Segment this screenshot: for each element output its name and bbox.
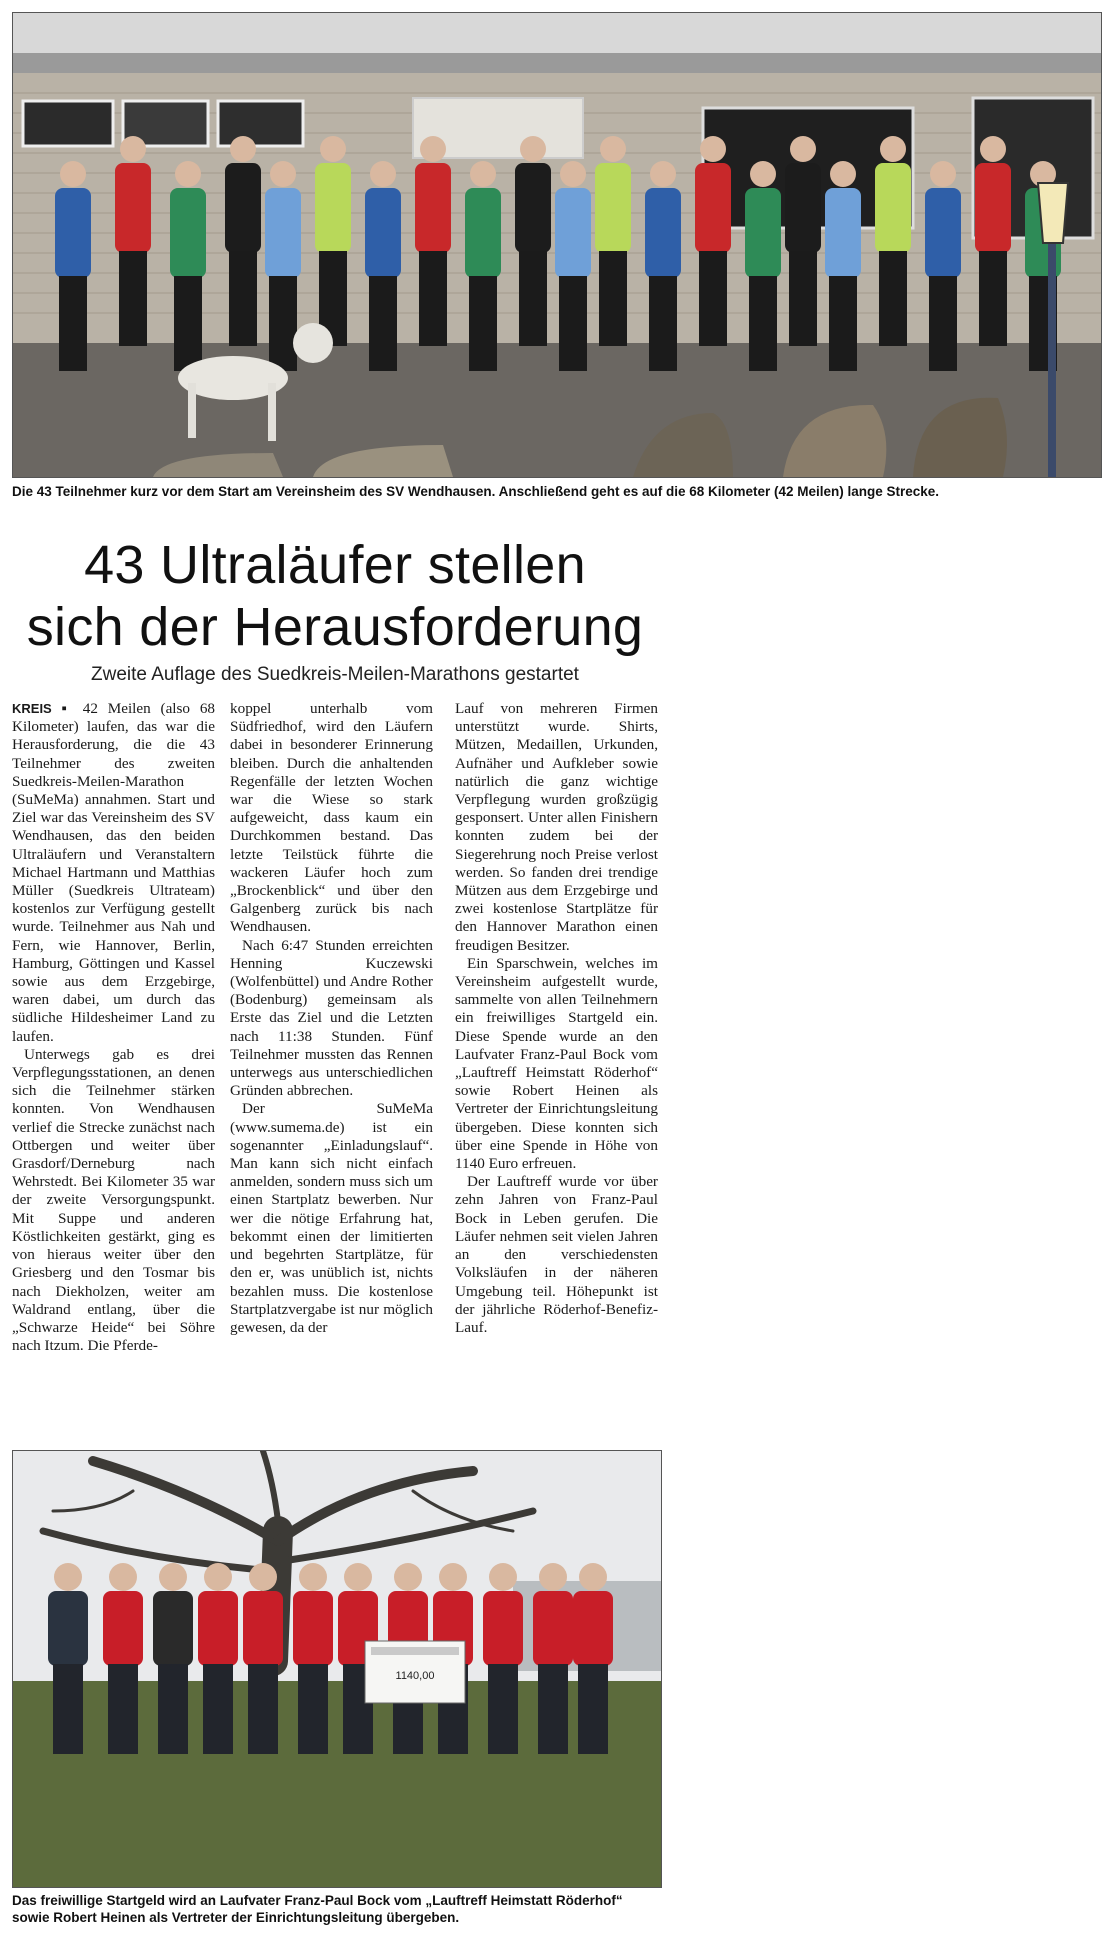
person-legs: [578, 1664, 608, 1754]
runner-legs: [269, 276, 297, 371]
runner-figure: [555, 188, 591, 278]
runner-head: [750, 161, 776, 187]
runner-head: [230, 136, 256, 162]
runner-legs: [699, 251, 727, 346]
runner-figure: [745, 188, 781, 278]
runner-head: [930, 161, 956, 187]
person-legs: [158, 1664, 188, 1754]
runner-legs: [174, 276, 202, 371]
person-figure: [48, 1591, 88, 1666]
runner-legs: [519, 251, 547, 346]
runner-head: [120, 136, 146, 162]
person-head: [159, 1563, 187, 1591]
article-column-1: [12, 700, 215, 1355]
runner-figure: [365, 188, 401, 278]
paragraph: koppel unterhalb vom Südfriedhof, wird den Läufern dabei in besonderer Erinnerung bleiben. Durch die anhaltenden Regenfälle der letzten Wochen war die Wiese so stark aufgeweicht, dass kaum ein Durchkommen bestand. Das letzte Teilstück führte die wackeren Läufer hoch zum „Brockenblick“ und über den Galgenberg zurück bis nach Wendhausen.: [230, 700, 433, 936]
runner-legs: [879, 251, 907, 346]
top-photo: [12, 12, 1102, 478]
runner-legs: [119, 251, 147, 346]
runner-figure: [825, 188, 861, 278]
runner-head: [175, 161, 201, 187]
runner-figure: [595, 163, 631, 253]
paragraph: Ein Sparschwein, welches im Vereinsheim aufgestellt wurde, sammelte von allen Teilnehmern ein freiwilliges Startgeld ein. Diese Spende wurde an den Laufvater Franz-Paul Bock vom „Lauftreff Heimstatt Röderhof“ sowie Robert Heinen als Vertreter der Einrichtungsleitung übergeben. Diese konnten sich über eine Spende in Höhe von 1140 Euro erfreuen.: [455, 954, 658, 1173]
runner-head: [370, 161, 396, 187]
runner-figure: [415, 163, 451, 253]
runner-legs: [599, 251, 627, 346]
person-head: [439, 1563, 467, 1591]
runner-head: [470, 161, 496, 187]
person-head: [204, 1563, 232, 1591]
headline-line-1: 43 Ultraläufer stellen: [84, 535, 586, 595]
runner-legs: [419, 251, 447, 346]
runner-figure: [465, 188, 501, 278]
person-head: [489, 1563, 517, 1591]
runner-head: [700, 136, 726, 162]
person-figure: [103, 1591, 143, 1666]
person-figure: [153, 1591, 193, 1666]
runner-figure: [225, 163, 261, 253]
person-legs: [488, 1664, 518, 1754]
runner-legs: [979, 251, 1007, 346]
runner-figure: [695, 163, 731, 253]
paragraph: Der SuMeMa (www.sumema.de) ist ein sogenannter „Einladungslauf“. Man kann sich nicht einfach anmelden, sondern muss sich um einen Startplatz bewerben. Nur wer die nötige Erfahrung hat, bekommt einen der limitierten und begehrten Startplätze, für den er, was unüblich ist, nichts bezahlen muss. Die kostenlose Startplatzvergabe ist nur möglich gewesen, da der: [230, 1100, 433, 1336]
runner-legs: [369, 276, 397, 371]
runner-figure: [785, 163, 821, 253]
runner-legs: [229, 251, 257, 346]
runner-figure: [265, 188, 301, 278]
article-column-3: [455, 700, 658, 1337]
subheadline: Zweite Auflage des Suedkreis-Meilen-Marathons gestartet: [91, 664, 579, 685]
runner-legs: [469, 276, 497, 371]
group-photo-runners-image: [13, 13, 1101, 477]
runner-legs: [559, 276, 587, 371]
runner-figure: [875, 163, 911, 253]
paragraph: Der Lauftreff wurde vor über zehn Jahren von Franz-Paul Bock in Leben gerufen. Die Läufer nehmen seit vielen Jahren an den verschiedensten Volksläufen in der näheren Umgebung teil. Höhepunkt ist der jährliche Röderhof-Benefiz-Lauf.: [455, 1173, 658, 1336]
runner-legs: [829, 276, 857, 371]
person-legs: [298, 1664, 328, 1754]
person-legs: [108, 1664, 138, 1754]
person-figure: [573, 1591, 613, 1666]
runner-legs: [649, 276, 677, 371]
runner-figure: [925, 188, 961, 278]
runner-figure: [645, 188, 681, 278]
runner-legs: [59, 276, 87, 371]
paragraph: [12, 700, 215, 1046]
runner-head: [830, 161, 856, 187]
kicker-location: KREIS: [12, 701, 52, 716]
check-amount: 1140,00: [395, 1670, 435, 1682]
runner-head: [600, 136, 626, 162]
runner-figure: [115, 163, 151, 253]
headline-line-2: sich der Herausforderung: [26, 597, 644, 657]
runner-head: [60, 161, 86, 187]
person-head: [249, 1563, 277, 1591]
paragraph-text: 42 Meilen (also 68 Kilometer) laufen, das war die Herausforderung, die die 43 Teilnehmer des zweiten Suedkreis-Meilen-Marathon (SuMeMa) annahmen. Start und Ziel war das Vereinsheim des SV Wendhausen, das den beiden Ultraläufern und Veranstaltern Michael Hartmann und Matthias Müller (Suedkreis Ultrateam) kostenlos zur Verfügung gestellt wurde. Teilnehmer aus Nah und Fern, wie Hannover, Berlin, Hamburg, Göttingen und Kassel sowie aus dem Erzgebirge, waren dabei, um durch das südliche Hildesheimer Land zu laufen.: [12, 700, 216, 1045]
runner-legs: [749, 276, 777, 371]
runner-head: [420, 136, 446, 162]
person-figure: [198, 1591, 238, 1666]
bottom-photo-caption-line-2: sowie Robert Heinen als Vertreter der Einrichtungsleitung übergeben.: [12, 1910, 460, 1925]
paragraph: Lauf von mehreren Firmen unterstützt wurde. Shirts, Mützen, Medaillen, Urkunden, Aufnäher und Aufkleber sowie natürlich die ganz wichtige Verpflegung wurden großzügig gesponsert. Unter allen Finishern konnten zudem bei der Siegerehrung noch Preise verlost werden. So fanden drei trendige Mützen aus dem Erzgebirge und zwei kostenlose Startplätze für den Hannover Marathon einen freudigen Besitzer.: [455, 700, 658, 954]
person-figure: [533, 1591, 573, 1666]
person-figure: [483, 1591, 523, 1666]
paragraph: Unterwegs gab es drei Verpflegungsstationen, an denen sich die Teilnehmer stärken konnten. Von Wendhausen verlief die Strecke zunächst nach Ottbergen und weiter über Grasdorf/Derneburg nach Wehrstedt. Bei Kilometer 35 war der zweite Versorgungspunkt. Mit Suppe und anderen Köstlichkeiten gestärkt, ging es von hieraus weiter über den Griesberg und den Tosmar bis nach Diekholzen, weiter am Waldrand entlang, über die „Schwarze Heide“ bei Söhre nach Itzum. Die Pferde-: [12, 1045, 215, 1355]
article-column-2: [230, 700, 433, 1337]
runner-head: [320, 136, 346, 162]
donation-handover-image: [13, 1451, 661, 1887]
runner-head: [650, 161, 676, 187]
runner-figure: [170, 188, 206, 278]
runner-figure: [515, 163, 551, 253]
runner-head: [980, 136, 1006, 162]
runner-legs: [929, 276, 957, 371]
paragraph: Nach 6:47 Stunden erreichten Henning Kuczewski (Wolfenbüttel) und Andre Rother (Bodenburg) gemeinsam als Erste das Ziel und die Letzten nach 11:38 Stunden. Fünf Teilnehmer mussten das Rennen unterwegs aus unterschiedlichen Gründen abbrechen.: [230, 936, 433, 1100]
top-photo-caption: Die 43 Teilnehmer kurz vor dem Start am Vereinsheim des SV Wendhausen. Anschließend geht es auf die 68 Kilometer (42 Meilen) lange Strecke.: [12, 484, 940, 499]
runner-figure: [315, 163, 351, 253]
person-head: [344, 1563, 372, 1591]
runner-legs: [789, 251, 817, 346]
runner-head: [520, 136, 546, 162]
person-legs: [248, 1664, 278, 1754]
runner-head: [560, 161, 586, 187]
kicker-square-icon: ▪: [61, 700, 73, 717]
person-head: [299, 1563, 327, 1591]
person-head: [579, 1563, 607, 1591]
runner-figure: [975, 163, 1011, 253]
person-legs: [53, 1664, 83, 1754]
runner-head: [270, 161, 296, 187]
person-legs: [203, 1664, 233, 1754]
bottom-photo-caption-line-1: Das freiwillige Startgeld wird an Laufvater Franz-Paul Bock vom „Lauftreff Heimstatt Röderhof“: [12, 1893, 623, 1908]
person-legs: [538, 1664, 568, 1754]
person-head: [54, 1563, 82, 1591]
runner-head: [790, 136, 816, 162]
bottom-photo: [12, 1450, 662, 1888]
person-figure: [243, 1591, 283, 1666]
person-head: [539, 1563, 567, 1591]
person-head: [109, 1563, 137, 1591]
person-head: [394, 1563, 422, 1591]
runner-figure: [55, 188, 91, 278]
person-figure: [293, 1591, 333, 1666]
runner-head: [880, 136, 906, 162]
